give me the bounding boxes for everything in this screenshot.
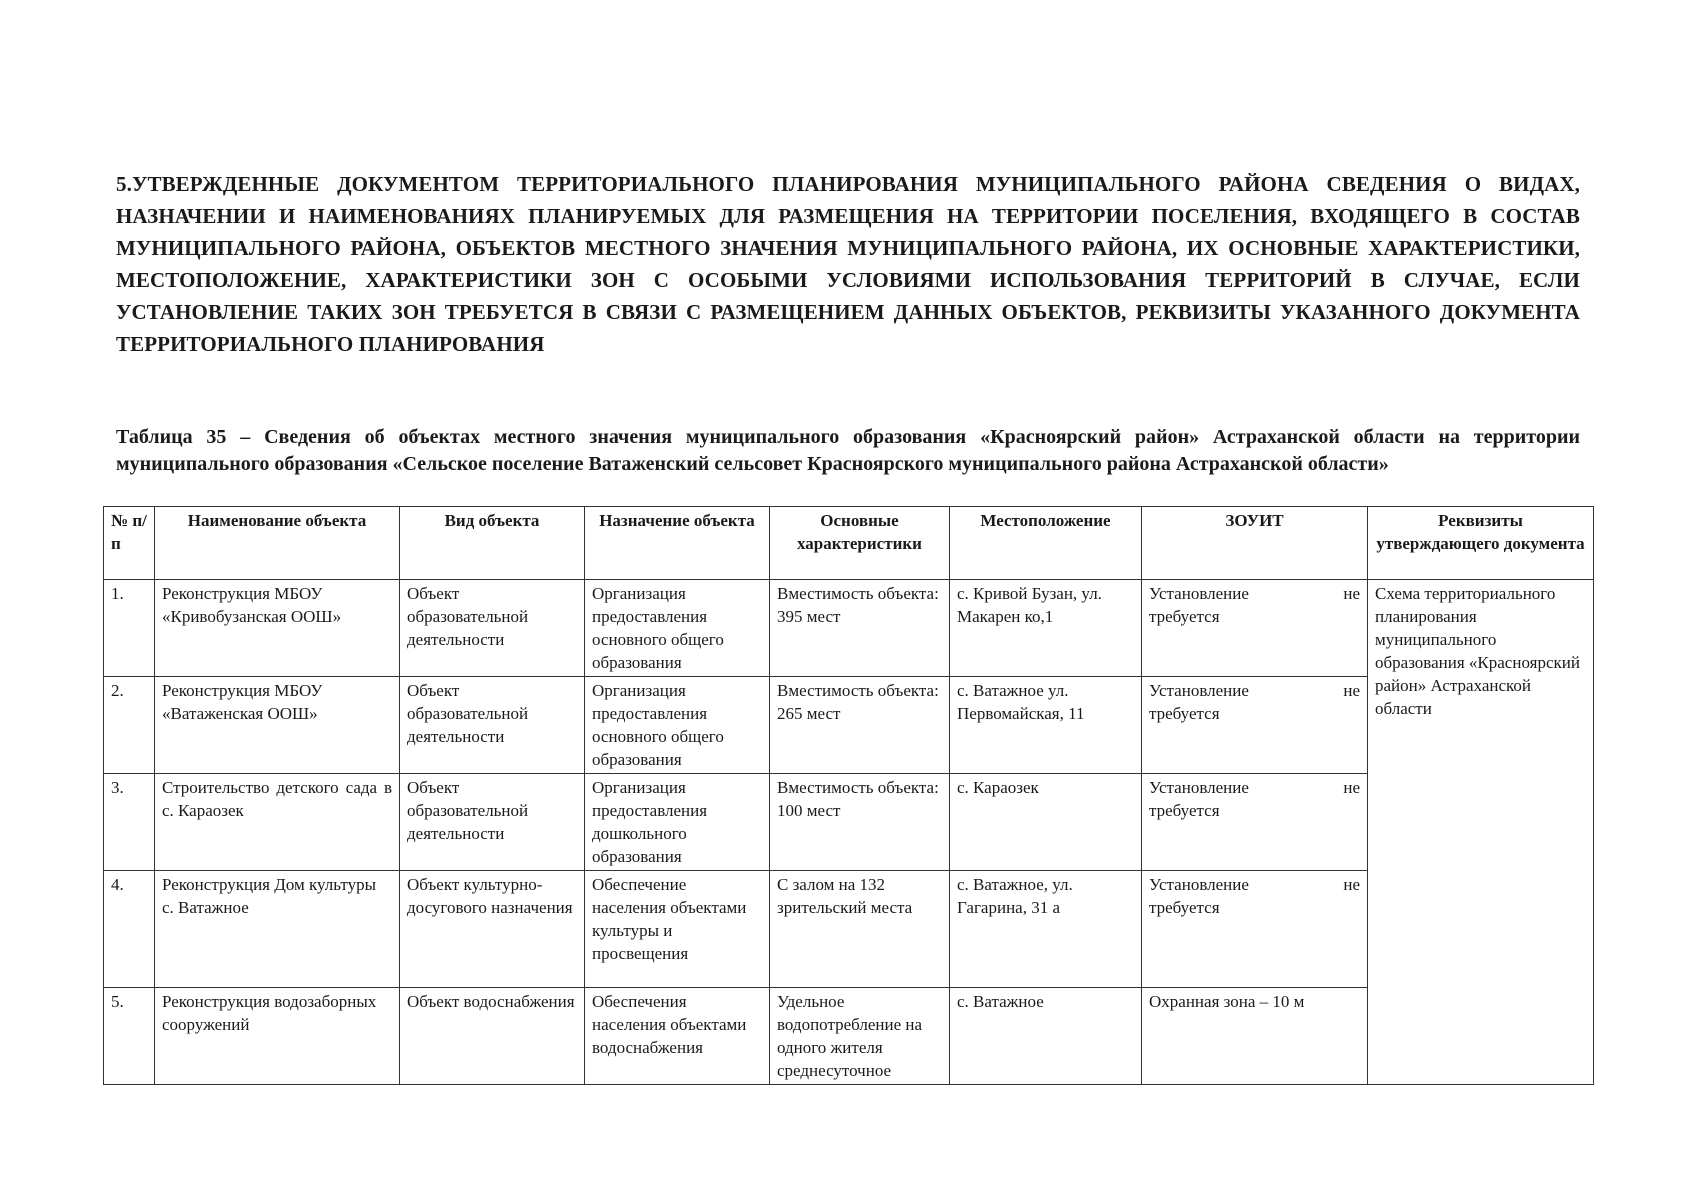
row-purpose: Обеспечение населения объектами культуры и просвещения xyxy=(585,871,770,988)
row-num: 1. xyxy=(104,580,155,677)
row-zouit xyxy=(1142,871,1368,988)
row-location: с. Караозек xyxy=(950,774,1142,871)
row-purpose: Обеспечения населения объектами водоснабжения xyxy=(585,988,770,1085)
header-kind: Вид объекта xyxy=(400,507,585,580)
objects-table xyxy=(103,506,1594,1085)
header-location: Местоположение xyxy=(950,507,1142,580)
zouit-word-b: не xyxy=(1343,778,1360,797)
zouit-word-c: требуется xyxy=(1149,801,1220,820)
header-purpose: Назначение объекта xyxy=(585,507,770,580)
row-requisites: Схема территориального планирования муниципального образования «Красноярский район» Астраханской области xyxy=(1368,580,1594,1085)
zouit-word-a: Установление xyxy=(1149,875,1249,894)
row-name: Реконструкция МБОУ «Кривобузанская ООШ» xyxy=(155,580,400,677)
table-header-row xyxy=(104,507,1594,580)
row-name: Реконструкция Дом культуры с. Ватажное xyxy=(155,871,400,988)
zouit-word-a: Установление xyxy=(1149,584,1249,603)
row-kind: Объект водоснабжения xyxy=(400,988,585,1085)
zouit-word-c: требуется xyxy=(1149,704,1220,723)
row-location: с. Кривой Бузан, ул. Макарен ко,1 xyxy=(950,580,1142,677)
row-location: с. Ватажное xyxy=(950,988,1142,1085)
row-characteristics: С залом на 132 зрительский места xyxy=(770,871,950,988)
header-zouit: ЗОУИТ xyxy=(1142,507,1368,580)
row-purpose: Организация предоставления основного общего образования xyxy=(585,677,770,774)
row-characteristics: Вместимость объекта: 265 мест xyxy=(770,677,950,774)
row-name: Строительство детского сада в с. Караозек xyxy=(155,774,400,871)
header-num: № п/п xyxy=(104,507,155,580)
row-name: Реконструкция МБОУ «Ватаженская ООШ» xyxy=(155,677,400,774)
zouit-word-b: не xyxy=(1343,584,1360,603)
zouit-word-b: не xyxy=(1343,681,1360,700)
row-purpose: Организация предоставления дошкольного образования xyxy=(585,774,770,871)
header-requisites: Реквизиты утверждающего документа xyxy=(1368,507,1594,580)
header-characteristics: Основные характеристики xyxy=(770,507,950,580)
row-name: Реконструкция водозаборных сооружений xyxy=(155,988,400,1085)
zouit-word-c: требуется xyxy=(1149,898,1220,917)
zouit-word-b: не xyxy=(1343,875,1360,894)
row-num: 5. xyxy=(104,988,155,1085)
row-num: 4. xyxy=(104,871,155,988)
row-num: 3. xyxy=(104,774,155,871)
header-name: Наименование объекта xyxy=(155,507,400,580)
row-zouit xyxy=(1142,580,1368,677)
row-zouit xyxy=(1142,774,1368,871)
row-purpose: Организация предоставления основного общего образования xyxy=(585,580,770,677)
row-num: 2. xyxy=(104,677,155,774)
row-location: с. Ватажное, ул. Гагарина, 31 а xyxy=(950,871,1142,988)
row-kind: Объект образовательной деятельности xyxy=(400,677,585,774)
row-kind: Объект культурно-досугового назначения xyxy=(400,871,585,988)
zouit-word-a: Установление xyxy=(1149,681,1249,700)
row-characteristics: Удельное водопотребление на одного жителя среднесуточное xyxy=(770,988,950,1085)
row-zouit: Охранная зона – 10 м xyxy=(1142,988,1368,1085)
zouit-word-a: Установление xyxy=(1149,778,1249,797)
row-characteristics: Вместимость объекта: 100 мест xyxy=(770,774,950,871)
row-zouit xyxy=(1142,677,1368,774)
row-location: с. Ватажное ул. Первомайская, 11 xyxy=(950,677,1142,774)
table-row xyxy=(104,580,1594,677)
row-kind: Объект образовательной деятельности xyxy=(400,774,585,871)
row-kind: Объект образовательной деятельности xyxy=(400,580,585,677)
row-characteristics: Вместимость объекта: 395 мест xyxy=(770,580,950,677)
zouit-word-c: требуется xyxy=(1149,607,1220,626)
table-caption: Таблица 35 – Сведения об объектах местного значения муниципального образования «Красноярский район» Астраханской области на территории муниципального образования «Сельское поселение Ватаженский сельсовет Красноярского муниципального района Астраханской области» xyxy=(116,426,1580,475)
section-heading: 5.УТВЕРЖДЕННЫЕ ДОКУМЕНТОМ ТЕРРИТОРИАЛЬНОГО ПЛАНИРОВАНИЯ МУНИЦИПАЛЬНОГО РАЙОНА СВЕДЕНИЯ О ВИДАХ, НАЗНАЧЕНИИ И НАИМЕНОВАНИЯХ ПЛАНИРУЕМЫХ ДЛЯ РАЗМЕЩЕНИЯ НА ТЕРРИТОРИИ ПОСЕЛЕНИЯ, ВХОДЯЩЕГО В СОСТАВ МУНИЦИПАЛЬНОГО РАЙОНА, ОБЪЕКТОВ МЕСТНОГО ЗНАЧЕНИЯ МУНИЦИПАЛЬНОГО РАЙОНА, ИХ ОСНОВНЫЕ ХАРАКТЕРИСТИКИ, МЕСТОПОЛОЖЕНИЕ, ХАРАКТЕРИСТИКИ ЗОН С ОСОБЫМИ УСЛОВИЯМИ ИСПОЛЬЗОВАНИЯ ТЕРРИТОРИЙ В СЛУЧАЕ, ЕСЛИ УСТАНОВЛЕНИЕ ТАКИХ ЗОН ТРЕБУЕТСЯ В СВЯЗИ С РАЗМЕЩЕНИЕМ ДАННЫХ ОБЪЕКТОВ, РЕКВИЗИТЫ УКАЗАННОГО ДОКУМЕНТА ТЕРРИТОРИАЛЬНОГО ПЛАНИРОВАНИЯ xyxy=(116,172,1580,356)
